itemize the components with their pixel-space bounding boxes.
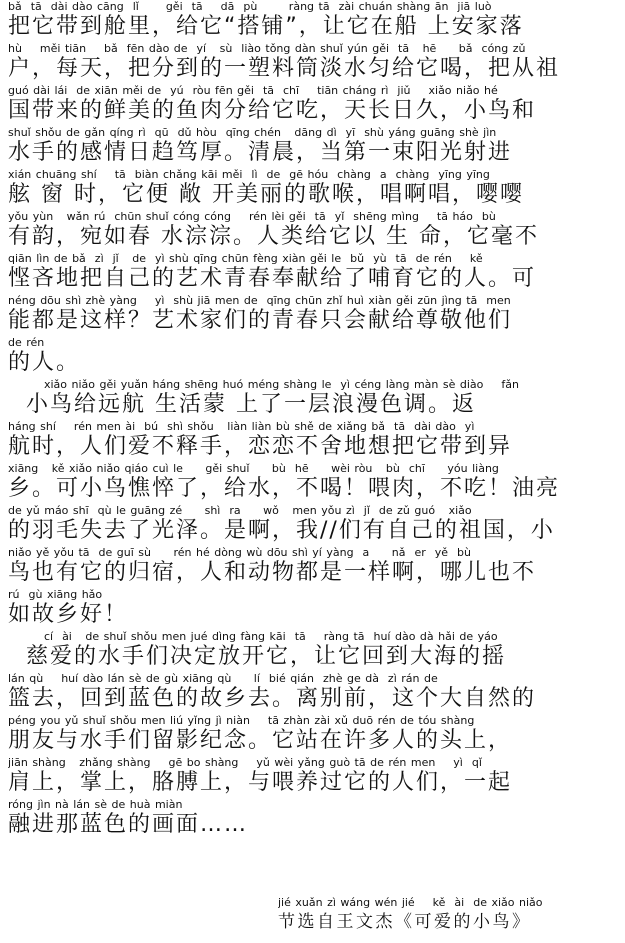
text-line: [8, 504, 617, 545]
text-line: [8, 42, 617, 83]
pinyin-line: guó dài lái de xiān měi de yú ròu fēn gěi tā chī tiān cháng rì jiǔ xiǎo niǎo hé: [8, 84, 498, 97]
text-line: [8, 672, 617, 713]
text-line: [8, 294, 617, 335]
pinyin-line: qiān lìn de bǎ zì jǐ de yì shù qīng chūn fèng xiàn gěi le bǔ yù tā de rén kě: [8, 252, 483, 265]
pinyin-line: néng dōu shì zhè yàng yì shù jiā men de qīng chūn zhǐ huì xiàn gěi zūn jìng tā men: [8, 294, 511, 307]
text-line: [8, 756, 617, 797]
text-line: [8, 420, 617, 461]
chinese-line: 把它带到舱里，给它“搭铺”，让它在船 上安家落: [8, 14, 524, 39]
text-line: [8, 630, 617, 671]
pinyin-line: xián chuāng shí tā biàn chǎng kāi měi lì de gē hóu chàng a chàng yīng yīng: [8, 168, 490, 181]
pinyin-line: de yǔ máo shī qù le guāng zé shì ra wǒ men yǒu zì jǐ de zǔ guó xiǎo: [8, 504, 472, 517]
text-line: [8, 210, 617, 251]
pinyin-line: de rén: [8, 336, 45, 349]
text-line: [8, 588, 617, 629]
pinyin-line: cí ài de shuǐ shǒu men jué dìng fàng kāi tā ràng tā huí dào dà hǎi de yáo: [8, 630, 498, 643]
pinyin-line: rú gù xiāng hǎo: [8, 588, 103, 601]
text-line: [8, 252, 617, 293]
pinyin-line: róng jìn nà lán sè de huà miàn: [8, 798, 183, 811]
source-chinese: 节选自王文杰《可爱的小鸟》: [278, 912, 532, 932]
chinese-line: 的羽毛失去了光泽。是啊，我//们有自己的祖国，小: [8, 518, 555, 543]
pinyin-line: xiāng kě xiǎo niǎo qiáo cuì le gěi shuǐ bù hē wèi ròu bù chī yóu liàng: [8, 462, 499, 475]
chinese-line: 舷 窗 时，它便 敞 开美丽的歌喉，唱啊唱，嘤嘤: [8, 182, 524, 207]
chinese-line: 的人。: [8, 350, 81, 375]
text-line: [8, 378, 617, 419]
pinyin-line: shuǐ shǒu de gǎn qíng rì qū dǔ hòu qīng chén dāng dì yī shù yáng guāng shè jìn: [8, 126, 497, 139]
pinyin-line: niǎo yě yǒu tā de guī sù rén hé dòng wù dōu shì yí yàng a nǎ er yě bù: [8, 546, 471, 559]
pinyin-line: yǒu yùn wǎn rú chūn shuǐ cóng cóng rén lèi gěi tā yǐ shēng mìng tā háo bù: [8, 210, 496, 223]
chinese-line: 肩上，掌上，胳膊上，与喂养过它的人们，一起: [8, 770, 513, 795]
chinese-line: 篮去，回到蓝色的故乡去。离别前，这个大自然的: [8, 686, 537, 711]
text-line: [8, 126, 617, 167]
text-line: [8, 462, 617, 503]
pinyin-line: bǎ tā dài dào cāng lǐ gěi tā dā pù ràng tā zài chuán shàng ān jiā luò: [8, 0, 492, 13]
text-line: [8, 714, 617, 755]
chinese-line: 户，每天，把分到的一塑料筒淡水匀给它喝，把从祖: [8, 56, 561, 81]
text-line: [8, 546, 617, 587]
text-line: [8, 168, 617, 209]
chinese-line: 鸟也有它的归宿，人和动物都是一样啊，哪儿也不: [8, 560, 537, 585]
pinyin-line: xiǎo niǎo gěi yuǎn háng shēng huó méng shàng le yì céng làng màn sè diào fǎn: [8, 378, 519, 391]
pinyin-line: jiān shàng zhǎng shàng gē bo shàng yǔ wèi yǎng guò tā de rén men yì qǐ: [8, 756, 482, 769]
chinese-line: 融进那蓝色的画面……: [8, 812, 249, 837]
text-line: [8, 336, 617, 377]
pinyin-line: lán qù huí dào lán sè de gù xiāng qù lí bié qián zhè ge dà zì rán de: [8, 672, 438, 685]
pinyin-line: hù měi tiān bǎ fēn dào de yí sù liào tǒng dàn shuǐ yún gěi tā hē bǎ cóng zǔ: [8, 42, 526, 55]
chinese-line: 有韵，宛如春 水淙淙。人类给它以 生 命，它毫不: [8, 224, 539, 249]
chinese-line: 悭吝地把自己的艺术青春奉献给了哺育它的人。可: [8, 266, 537, 291]
pinyin-line: péng you yǔ shuǐ shǒu men liú yǐng jì niàn tā zhàn zài xǔ duō rén de tóu shàng: [8, 714, 475, 727]
chinese-line: 乡。可小鸟憔悴了，给水，不喝！喂肉，不吃！油亮: [8, 476, 561, 501]
chinese-line: 慈爱的水手们决定放开它，让它回到大海的摇: [8, 644, 506, 669]
source-attribution: [8, 896, 617, 937]
chinese-line: 朋友与水手们留影纪念。它站在许多人的头上，: [8, 728, 513, 753]
text-line: [8, 84, 617, 125]
passage: [8, 0, 617, 943]
chinese-line: 国带来的鲜美的鱼肉分给它吃，天长日久，小鸟和: [8, 98, 537, 123]
chinese-line: 水手的感情日趋笃厚。清晨，当第一束阳光射进: [8, 140, 513, 165]
chinese-line: 能都是这样？艺术家们的青春只会献给尊敬他们: [8, 308, 513, 333]
chinese-line: 航时，人们爱不释手，恋恋不舍地想把它带到异: [8, 434, 513, 459]
chinese-line: 小鸟给远航 生活蒙 上了一层浪漫色调。返: [8, 392, 476, 417]
pinyin-line: háng shí rén men ài bú shì shǒu liàn liàn bù shě de xiǎng bǎ tā dài dào yì: [8, 420, 475, 433]
text-line: [8, 798, 617, 839]
chinese-line: 如故乡好！: [8, 602, 129, 627]
source-pinyin: jié xuǎn zì wáng wén jié kě ài de xiǎo niǎo: [278, 896, 543, 909]
text-line: [8, 0, 617, 41]
